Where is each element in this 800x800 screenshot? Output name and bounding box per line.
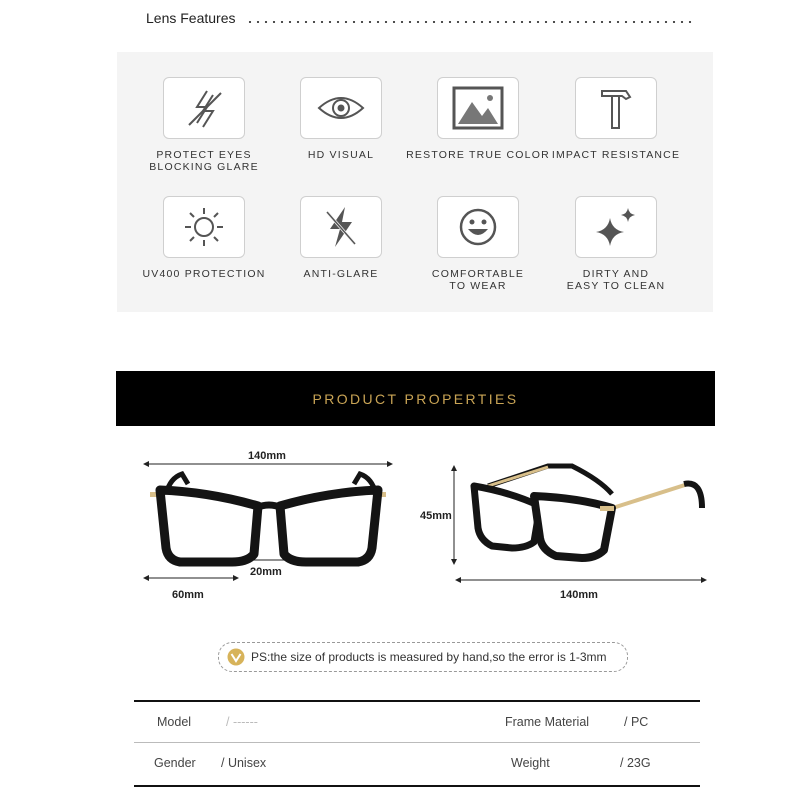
weight-label: Weight bbox=[511, 756, 550, 770]
temple-length-label: 140mm bbox=[560, 589, 598, 601]
gender-value: / Unisex bbox=[221, 756, 267, 770]
model-label: Model bbox=[157, 715, 192, 729]
frame-material-label: Frame Material bbox=[505, 715, 590, 729]
feature-label: UV400 PROTECTION bbox=[142, 268, 266, 280]
feature-label: HD VISUAL bbox=[307, 149, 375, 161]
table-middle-rule bbox=[134, 742, 700, 743]
front-width-label: 140mm bbox=[248, 450, 286, 462]
model-value: / ------ bbox=[226, 715, 258, 729]
lens-height-label: 45mm bbox=[420, 510, 452, 522]
side-view-glasses bbox=[474, 466, 702, 558]
table-top-rule bbox=[134, 700, 700, 702]
lens-features-title: Lens Features bbox=[146, 10, 236, 26]
feature-label: PROTECT EYES BLOCKING GLARE bbox=[149, 149, 259, 173]
lens-width-label: 60mm bbox=[172, 589, 204, 601]
measurement-note bbox=[218, 642, 628, 672]
feature-label: COMFORTABLE TO WEAR bbox=[431, 268, 525, 292]
bridge-width-label: 20mm bbox=[250, 566, 282, 578]
front-view-glasses bbox=[150, 474, 386, 562]
feature-label: IMPACT RESISTANCE bbox=[551, 149, 681, 161]
feature-label: ANTI-GLARE bbox=[303, 268, 379, 280]
product-properties-title: PRODUCT PROPERTIES bbox=[312, 391, 519, 407]
feature-label: DIRTY AND EASY TO CLEAN bbox=[566, 268, 666, 292]
gender-label: Gender bbox=[154, 756, 196, 770]
feature-label: RESTORE TRUE COLOR bbox=[406, 149, 550, 161]
frame-material-value: / PC bbox=[624, 715, 649, 729]
table-bottom-rule bbox=[134, 785, 700, 787]
weight-value: / 23G bbox=[620, 756, 651, 770]
note-text: PS:the size of products is measured by hand,so the error is 1-3mm bbox=[251, 650, 607, 664]
check-badge-icon bbox=[227, 648, 245, 666]
